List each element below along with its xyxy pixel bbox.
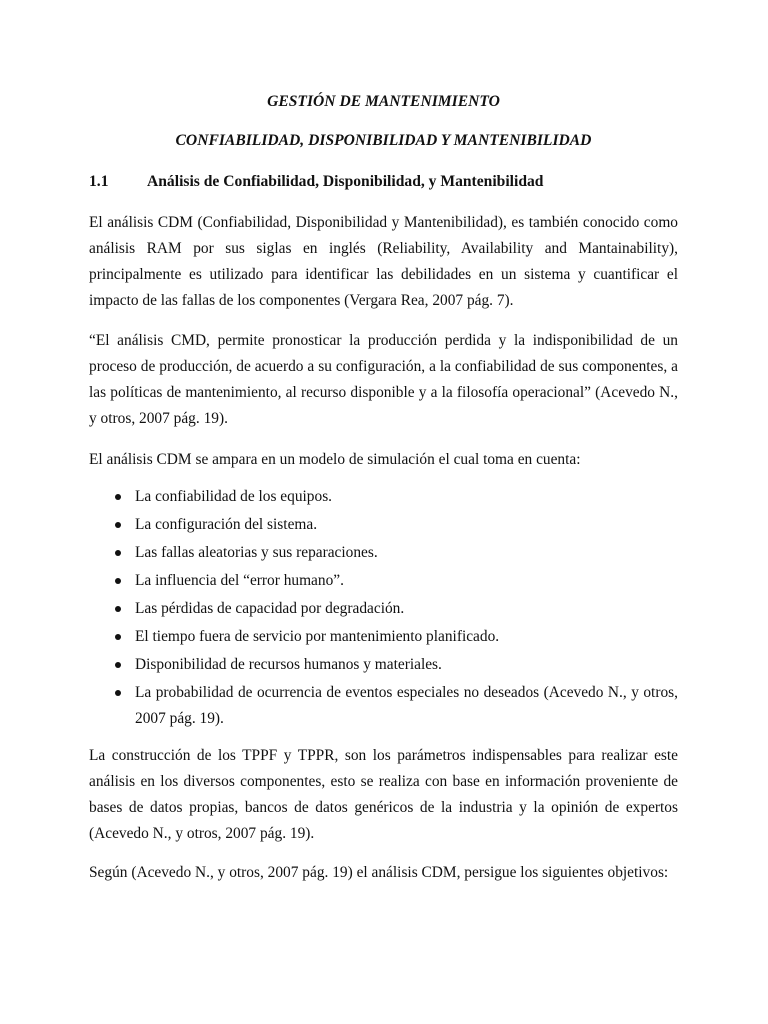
section-number: 1.1	[89, 173, 109, 190]
paragraph-model-intro: El análisis CDM se ampara en un modelo de simulación el cual toma en cuenta:	[89, 451, 581, 468]
bullet-icon	[115, 522, 121, 528]
list-item	[89, 680, 678, 732]
list-item-text: Las fallas aleatorias y sus reparaciones.	[135, 544, 378, 561]
bullet-list	[89, 484, 678, 734]
list-item	[89, 540, 678, 566]
list-item-text: La configuración del sistema.	[135, 516, 318, 533]
bullet-icon	[115, 578, 121, 584]
bullet-icon	[115, 690, 121, 696]
bullet-icon	[115, 662, 121, 668]
bullet-icon	[115, 606, 121, 612]
section-title: Análisis de Confiabilidad, Disponibilidad, y Mantenibilidad	[147, 173, 544, 190]
list-item-text: La probabilidad de ocurrencia de eventos especiales no deseados (Acevedo N., y otros, 2007 pág. 19).	[135, 684, 678, 727]
bullet-icon	[115, 634, 121, 640]
paragraph-cdm-definition: El análisis CDM (Confiabilidad, Disponibilidad y Mantenibilidad), es también conocido como análisis RAM por sus siglas en inglés (Reliability, Availability and Mantainability), principalmente es utilizado para identificar las debilidades en un sistema y cuantificar el impacto de las fallas de los componentes (Vergara Rea, 2007 pág. 7).	[89, 214, 678, 309]
bullet-icon	[115, 494, 121, 500]
list-item-text: Las pérdidas de capacidad por degradación.	[135, 600, 405, 617]
list-item-text: La influencia del “error humano”.	[135, 572, 344, 589]
bullet-icon	[115, 550, 121, 556]
list-item	[89, 624, 678, 650]
list-item	[89, 568, 678, 594]
paragraph-quote: “El análisis CMD, permite pronosticar la producción perdida y la indisponibilidad de un proceso de producción, de acuerdo a su configuración, a la confiabilidad de sus componentes, a las políticas de mantenimiento, al recurso disponible y a la filosofía operacional” (Acevedo N., y otros, 2007 pág. 19).	[89, 332, 678, 427]
list-item-text: Disponibilidad de recursos humanos y materiales.	[135, 656, 442, 673]
document-subtitle: CONFIABILIDAD, DISPONIBILIDAD Y MANTENIBILIDAD	[175, 132, 592, 149]
list-item-text: El tiempo fuera de servicio por mantenimiento planificado.	[135, 628, 500, 645]
document-title: GESTIÓN DE MANTENIMIENTO	[267, 93, 500, 110]
list-item-text: La confiabilidad de los equipos.	[135, 488, 333, 505]
paragraph-objectives-intro: Según (Acevedo N., y otros, 2007 pág. 19) el análisis CDM, persigue los siguientes objetivos:	[89, 864, 669, 881]
paragraph-tppf-tppr: La construcción de los TPPF y TPPR, son los parámetros indispensables para realizar este análisis en los diversos componentes, esto se realiza con base en información proveniente de bases de datos propias, bancos de datos genéricos de la industria y la opinión de expertos (Acevedo N., y otros, 2007 pág. 19).	[89, 747, 678, 842]
list-item	[89, 484, 678, 510]
list-item	[89, 652, 678, 678]
list-item	[89, 596, 678, 622]
list-item	[89, 512, 678, 538]
